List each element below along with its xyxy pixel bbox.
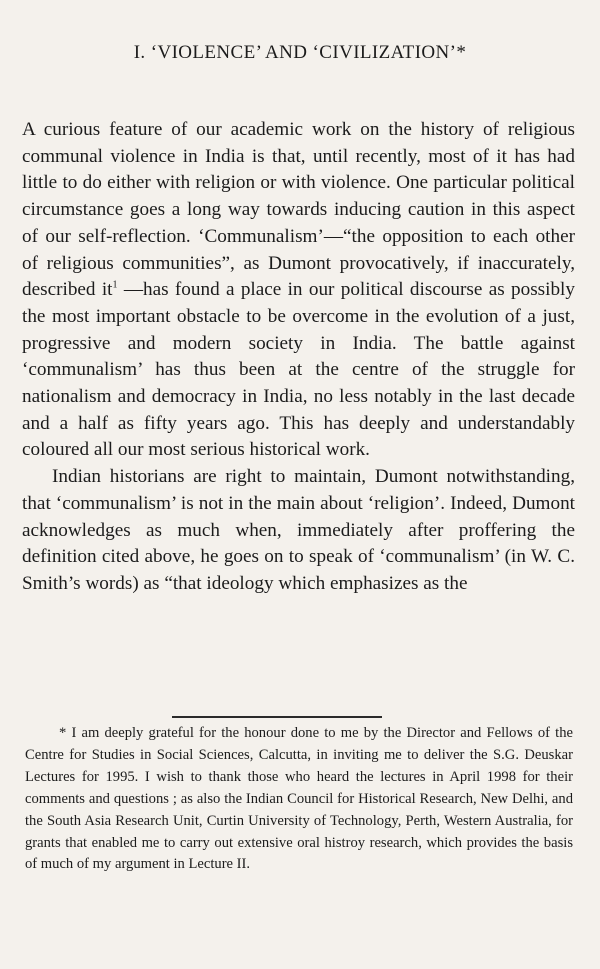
- paragraph-1-text: A curious feature of our academic work on the history of religious communal violence in India is that, until recently, most of it has had little to do either with religion or with violence. One particular political circumstance goes a long way towards inducing caution in this aspect of our self-reflection. ‘Communalism’—“the opposition to each other of religious communities”, as Dumont provocatively, if inaccurately, described it: [22, 119, 575, 301]
- section-heading: I. ‘VIOLENCE’ AND ‘CIVILIZATION’*: [133, 42, 467, 63]
- footnote-divider: [172, 716, 382, 718]
- paragraph-1-continuation: —has found a place in our political discourse as possibly the most important obstacle to be overcome in the evolution of a just, progressive and modern society in India. The battle against ‘communalism’ has thus been at the centre of the struggle for nationalism and democracy in India, no less notably in the last decade and a half as fifty years ago. This has deeply and understandably coloured all our most serious historical work.: [22, 279, 575, 461]
- main-text: [22, 117, 575, 598]
- footnote: [25, 723, 573, 876]
- footnote-text: * I am deeply grateful for the honour done to me by the Director and Fellows of the Centre for Studies in Social Sciences, Calcutta, in inviting me to deliver the S.G. Deuskar Lectures for 1995. I wish to thank those who heard the lectures in April 1998 for their comments and questions ; as also the Indian Council for Historical Research, New Delhi, and the South Asia Research Unit, Curtin University of Technology, Perth, Western Australia, for grants that enabled me to carry out extensive oral histroy research, which provides the basis of much of my argument in Lecture II.: [25, 725, 573, 873]
- paragraph-2: Indian historians are right to maintain, Dumont notwithstanding, that ‘communalism’ is not in the main about ‘religion’. Indeed, Dumont acknowledges as much when, immediately after proffering the definition cited above, he goes on to speak of ‘communalism’ (in W. C. Smith’s words) as “that ideology which emphasizes as the: [22, 466, 575, 594]
- paragraph-1: [22, 117, 575, 464]
- footnote-reference: 1: [112, 279, 118, 291]
